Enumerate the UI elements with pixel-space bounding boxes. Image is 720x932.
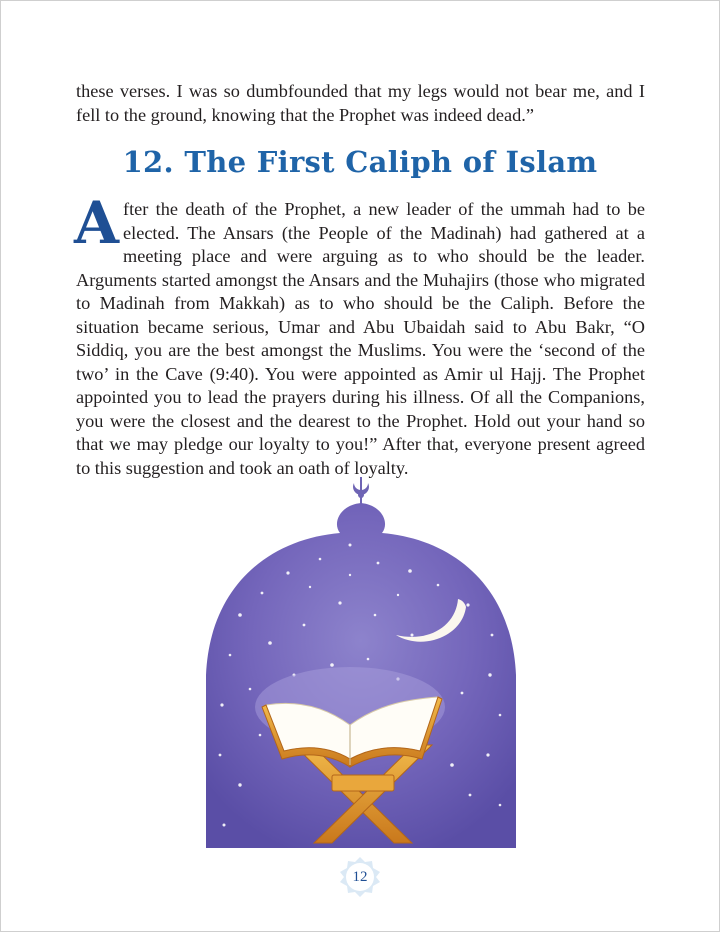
intro-paragraph: these verses. I was so dumbfounded that my legs would not bear me, and I fell to the ground, knowing that the Prophet was indeed dead.” xyxy=(76,81,645,125)
chapter-body-text: fter the death of the Prophet, a new leader of the ummah had to be elected. The Ansars (the People of the Madinah) had gathered at a meeting place and were arguing as to who should be the leader. Arguments started amongst the Ansars and the Muhajirs (those who migrated to Madinah from Makkah) as to who should be the Caliph. Before the situation became serious, Umar and Abu Ubaidah said to Abu Bakr, “O Siddiq, you are the best amongst the Muslims. You were the ‘second of the two’ in the Cave (9:40). You were appointed as Amir ul Hajj. The Prophet appointed you to lead the prayers during his illness. Of all the Companions, you were the closest and the dearest to the Prophet. Hold out your hand so that we may pledge our loyalty to you!” After that, everyone present agreed to this suggestion and took an oath of loyalty. xyxy=(76,199,645,478)
chapter-title: 12. The First Caliph of Islam xyxy=(122,145,598,179)
drop-cap: A xyxy=(74,189,120,257)
quran-illustration xyxy=(200,475,522,850)
page-number: 12 xyxy=(352,869,368,885)
dome-finial xyxy=(353,477,369,507)
chapter-body-paragraph xyxy=(74,189,645,480)
